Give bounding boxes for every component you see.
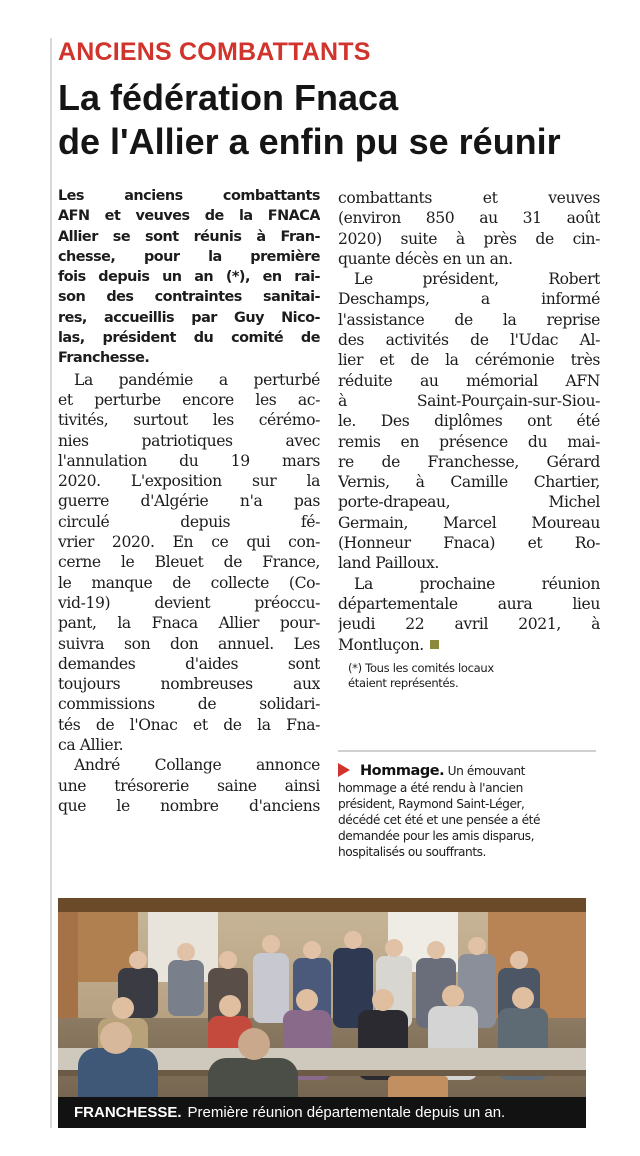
body-line: Le président, Robert bbox=[354, 270, 600, 289]
lead-line: Franchesse. bbox=[58, 350, 150, 367]
body-paragraph bbox=[338, 574, 600, 655]
body-line: à Saint-Pourçain-sur-Siou- bbox=[338, 391, 600, 410]
lead-line: chesse, pour la première bbox=[58, 248, 320, 265]
hommage-box bbox=[338, 762, 600, 860]
lead-line: son des contraintes sanitai- bbox=[58, 289, 320, 306]
caption-text: Première réunion départementale depuis un an. bbox=[187, 1104, 506, 1121]
lead-line: AFN et veuves de la FNACA bbox=[58, 208, 320, 225]
body-line: re de Franchesse, Gérard bbox=[338, 452, 600, 471]
body-line: 2020) suite à près de cin- bbox=[338, 229, 600, 248]
body-line: pant, la Fnaca Allier pour- bbox=[58, 614, 320, 633]
body-line: La prochaine réunion bbox=[354, 574, 600, 593]
lead-line: Allier se sont réunis à Fran- bbox=[58, 228, 320, 245]
body-line: circulé depuis fé- bbox=[58, 512, 320, 531]
text-column-right bbox=[338, 188, 600, 691]
body-line: La pandémie a perturbé bbox=[74, 370, 320, 389]
body-line: (Honneur Fnaca) et Ro- bbox=[338, 534, 600, 553]
section-rubric: ANCIENS COMBATTANTS bbox=[58, 38, 371, 66]
hommage-text: Un émouvant bbox=[447, 764, 525, 778]
body-line: tés de l'Onac et de la Fna- bbox=[58, 715, 320, 734]
body-line: combattants et veuves bbox=[338, 189, 600, 207]
body-line: réduite au mémorial AFN bbox=[338, 371, 600, 390]
text-column-left bbox=[58, 186, 320, 816]
body-line: ca Allier. bbox=[58, 736, 124, 755]
body-line: land Pailloux. bbox=[338, 554, 439, 573]
lead-line: fois depuis un an (*), en rai- bbox=[58, 269, 320, 286]
body-line: porte-drapeau, Michel bbox=[338, 493, 600, 512]
lead-line: las, président du comité de bbox=[58, 330, 320, 347]
body-paragraph bbox=[58, 755, 320, 816]
hommage-line: président, Raymond Saint-Léger, bbox=[338, 797, 525, 811]
section-divider bbox=[338, 750, 596, 752]
hommage-line: hospitalisés ou souffrants. bbox=[338, 845, 486, 859]
body-line: tivités, surtout les cérémo- bbox=[58, 411, 320, 430]
body-line: 2020. L'exposition sur la bbox=[58, 472, 320, 491]
hommage-line: demandée pour les amis disparus, bbox=[338, 829, 535, 843]
body-line bbox=[338, 635, 600, 655]
hommage-line: hommage a été rendu à l'ancien bbox=[338, 781, 523, 795]
body-line: quante décès en un an. bbox=[338, 249, 513, 268]
meeting-photo bbox=[58, 898, 586, 1128]
headline-line: de l'Allier a enfin pu se réunir bbox=[58, 121, 561, 162]
headline bbox=[58, 76, 618, 164]
photo-caption bbox=[58, 1097, 586, 1128]
body-line: Deschamps, a informé bbox=[338, 290, 600, 309]
body-paragraph bbox=[58, 370, 320, 756]
body-paragraph bbox=[338, 269, 600, 573]
body-line: vrier 2020. En ce qui con- bbox=[58, 533, 320, 552]
caption-place: FRANCHESSE. bbox=[74, 1104, 182, 1121]
body-line: des activités de l'Udac Al- bbox=[338, 331, 600, 350]
body-line: jeudi 22 avril 2021, à bbox=[338, 615, 600, 634]
body-line: vid-19) devient préoccu- bbox=[58, 593, 320, 612]
body-line: André Collange annonce bbox=[74, 756, 320, 775]
body-line: et perturbe encore les ac- bbox=[58, 390, 320, 409]
body-line: le manque de collecte (Co- bbox=[58, 573, 320, 592]
footnote-line: étaient représentés. bbox=[348, 675, 459, 690]
lead-line: Les anciens combattants bbox=[58, 188, 320, 204]
body-line: cerne le Bleuet de France, bbox=[58, 553, 320, 572]
body-line: l'annulation du 19 mars bbox=[58, 451, 320, 470]
footnote bbox=[338, 661, 600, 691]
body-line: une trésorerie saine ainsi bbox=[58, 776, 320, 795]
hommage-label: Hommage. bbox=[360, 763, 445, 779]
end-of-article-mark bbox=[430, 640, 439, 649]
arrow-right-icon bbox=[338, 763, 350, 777]
body-line: toujours nombreuses aux bbox=[58, 675, 320, 694]
body-line: Germain, Marcel Moureau bbox=[338, 513, 600, 532]
body-line: Vernis, à Camille Chartier, bbox=[338, 473, 600, 492]
body-line: que le nombre d'anciens bbox=[58, 796, 320, 815]
body-line: demandes d'aides sont bbox=[58, 654, 320, 673]
body-line: suivra son don annuel. Les bbox=[58, 634, 320, 653]
body-line: commissions de solidari- bbox=[58, 695, 320, 714]
body-line: guerre d'Algérie n'a pas bbox=[58, 492, 320, 511]
hommage-line: décédé cet été et une pensée a été bbox=[338, 813, 541, 827]
column-rule bbox=[50, 38, 52, 1128]
lead-paragraph bbox=[58, 186, 320, 369]
meeting-photo-image bbox=[58, 898, 586, 1128]
body-line: lier et de la cérémonie très bbox=[338, 351, 600, 370]
body-line: le. Des diplômes ont été bbox=[338, 412, 600, 431]
body-line: (environ 850 au 31 août bbox=[338, 209, 600, 228]
body-line: remis en présence du mai- bbox=[338, 432, 600, 451]
hommage-first-line bbox=[338, 762, 600, 780]
headline-line: La fédération Fnaca bbox=[58, 77, 399, 118]
body-paragraph bbox=[338, 188, 600, 269]
body-line: nies patriotiques avec bbox=[58, 431, 320, 450]
footnote-line: (*) Tous les comités locaux bbox=[348, 660, 494, 675]
lead-line: res, accueillis par Guy Nico- bbox=[58, 309, 320, 326]
body-line-text: Montluçon. bbox=[338, 635, 424, 654]
body-line: l'assistance de la reprise bbox=[338, 310, 600, 329]
body-line: départementale aura lieu bbox=[338, 594, 600, 613]
